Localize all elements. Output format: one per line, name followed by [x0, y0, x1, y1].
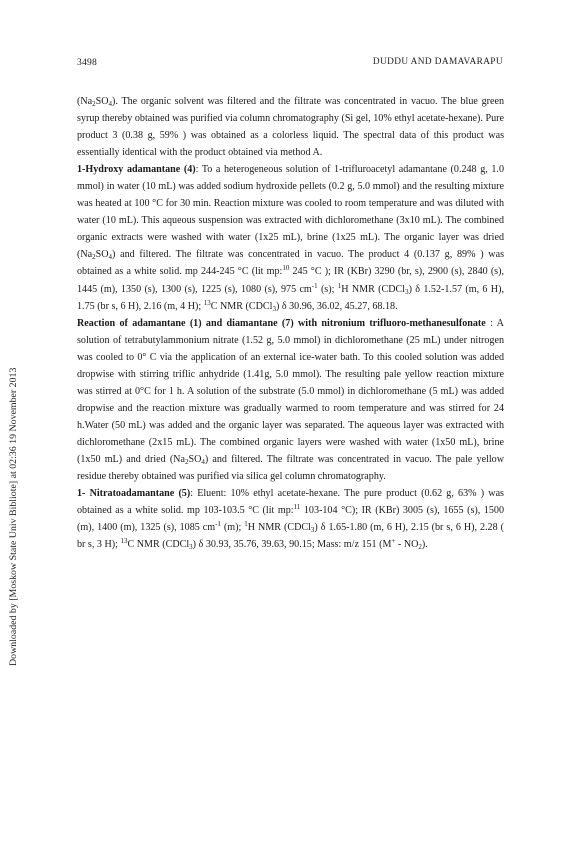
article-body: [77, 93, 504, 553]
running-head: DUDDU AND DAMAVARAPU: [372, 57, 503, 67]
paragraph-workup: $(Na_2SO_4)$. The organic solvent was filtered and the filtrate was concentrated in vacuo. The blue green syrup thereby obtained was purified via column chromatography (Si gel, 10% ethyl acetate-hexane). Pure product 3 (0.38 g, 59% ) was obtained as a colorless liquid. The spectral data of this product was essentially identical with the product obtained via method A.: [77, 96, 504, 159]
compound-heading: Reaction of adamantane (1) and diamantane (7) with nitronium trifluoro-methanesulfonate: [77, 317, 486, 329]
download-notice: Downloaded by [Moskow State Univ Bibliote] at 02:36 19 November 2013: [8, 367, 19, 666]
compound-heading: 1- Nitratoadamantane (5): [77, 488, 191, 500]
page-number: 3498: [77, 57, 97, 68]
paragraph-nitronium-reaction: [77, 315, 504, 485]
paragraph-hydroxy-adamantane: [77, 161, 504, 314]
paragraph-text: : To a heterogeneous solution of 1-trifluroacetyl adamantane (0.248 g, 1.0 mmol) in water (10 mL) was added sodium hydroxide pellets (0.2 g, 5.0 mmol) and the resulting mixture was heated at 100 °C for 30 min. Reaction mixture was cooled to room temperature and was diluted with water (10 mL). This aqueous suspension was extracted with dichloromethane (3x10 mL). The combined organic extracts were washed with water (1x25 mL), brine (1x25 mL). The organic layer was dried $(Na_2SO_4)$ and filtered. The filtrate was concentrated in vacuo. The product 4 (0.137 g, 89% ) was obtained as a white solid. mp 244-245 °C (lit mp:$^{10}$ 245 °C ); IR (KBr) 3290 (br, s), 2900 (s), 2840 (s), 1445 (m), 1350 (s), 1300 (s), 1225 (s), 1080 (s), 975 $cm^{-1}$ (s); $^1$H NMR (CDCl$_3$) δ 1.52-1.57 (m, 6 H), 1.75 (br s, 6 H), 2.16 (m, 4 H); $^{13}$C NMR (CDCl$_3$) δ 30.96, 36.02, 45.27, 68.18.: [77, 164, 504, 313]
paragraph-text: : Eluent: 10% ethyl acetate-hexane. The pure product (0.62 g, 63% ) was obtained as a white solid. mp 103-103.5 °C (lit mp:$^{11}$ 103-104 °C); IR (KBr) 3005 (s), 1655 (s), 1500 (m), 1400 (m), 1325 (s), 1085 $cm^{-1}$ (m); $^1$H NMR (CDCl$_3$) δ 1.65-1.80 (m, 6 H), 2.15 (br s, 6 H), 2.28 ( br s, 3 H); $^{13}$C NMR (CDCl$_3$) δ 30.93, 35.76, 39.63, 90.15; Mass: m/z 151 $(M^+ - NO_2)$.: [77, 488, 504, 552]
compound-heading: 1-Hydroxy adamantane (4): [77, 164, 196, 176]
paragraph-nitratoadamantane: [77, 485, 504, 553]
paragraph-text: : A solution of tetrabutylammonium nitrate (1.52 g, 5.0 mmol) in dichloromethane (25 mL) under nitrogen was cooled to 0° C via the application of an external ice-water bath. To this cooled solution was added dropwise with stirring triflic anhydride (1.41g, 5.0 mmol). The resulting pale yellow reaction mixture was stirred at 0°C for 1 h. A solution of the substrate (5.0 mmol) in dichloromethane (5 mL) was added dropwise and the reaction mixture was gradually warmed to room temperature and was stirred for 24 h.Water (50 mL) was added and the organic layer was separated. The aqueous layer was extracted with dichloromethane (2x15 mL). The combined organic layers were washed with water (1x50 mL), brine (1x50 mL) and dried $(Na_2SO_4)$ and filtered. The filtrate was concentrated in vacuo. The pale yellow residue thereby obtained was purified via silica gel column chromatography.: [77, 317, 504, 483]
